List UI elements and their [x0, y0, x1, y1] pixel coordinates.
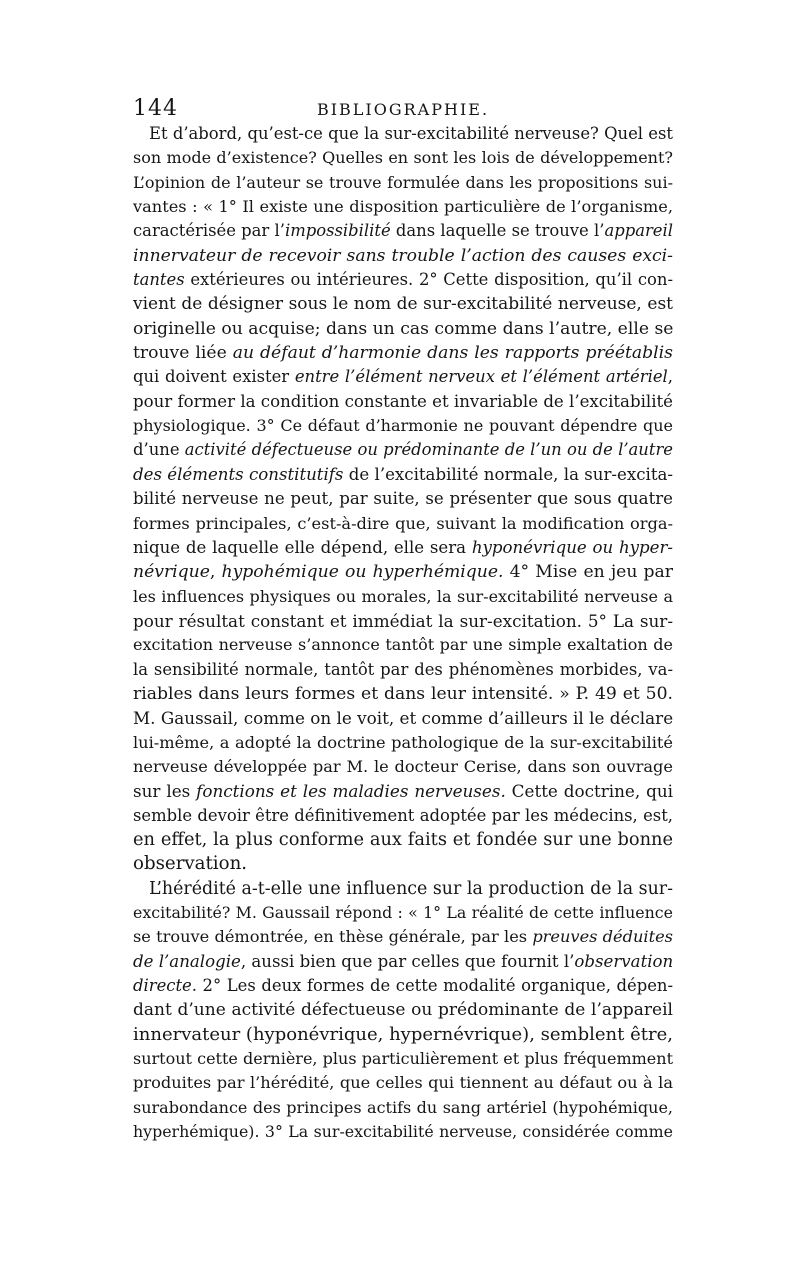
text-line — [133, 731, 673, 755]
text-line — [133, 414, 673, 438]
text-line — [133, 438, 673, 462]
text-line — [133, 633, 673, 657]
text-line — [133, 560, 673, 584]
text-run: surtout cette dernière, plus particulièrement et plus fréquemment — [133, 1049, 673, 1069]
text-run: pour former la condition constante et invariable de l’excitabilité — [133, 391, 673, 411]
text-line — [133, 463, 673, 487]
text-run: excitation nerveuse s’annonce tantôt par une simple exaltation de — [133, 635, 673, 655]
text-run: dant d’une activité défectueuse ou prédominante de l’appareil — [133, 1000, 673, 1021]
text-run: nerveuse développée par M. le docteur Cerise, dans son ouvrage — [133, 756, 673, 776]
text-line — [133, 268, 673, 292]
italic-text: de l’analogie — [133, 951, 241, 971]
text-line — [133, 658, 673, 682]
text-line — [133, 341, 673, 365]
text-line — [133, 1023, 673, 1047]
italic-text: au défaut d’harmonie dans les rapports préétablis — [232, 343, 673, 364]
italic-text: névrique — [133, 562, 210, 583]
text-run: , — [209, 562, 222, 583]
text-line — [133, 706, 673, 730]
text-line — [133, 146, 673, 170]
text-run: L’opinion de l’auteur se trouve formulée dans les propositions sui- — [133, 172, 673, 192]
italic-text: des éléments constitutifs — [133, 464, 344, 484]
text-run: en effet, la plus conforme aux faits et fondée sur une bonne — [133, 828, 673, 850]
italic-text: hyponévrique ou hyper- — [471, 537, 673, 557]
italic-text: activité défectueuse ou prédominante de l’un ou de l’autre — [184, 440, 673, 460]
text-line — [133, 585, 673, 609]
text-line — [133, 1096, 673, 1120]
text-run: extérieures ou intérieures. 2° Cette disposition, qu’il con- — [184, 270, 673, 290]
text-run: bilité nerveuse ne peut, par suite, se présenter que sous quatre — [133, 489, 673, 509]
text-line — [133, 901, 673, 925]
text-run: dans laquelle se trouve l’ — [390, 221, 605, 241]
text-line — [133, 244, 673, 268]
italic-text: appareil — [604, 221, 673, 241]
text-run: vantes : « 1° Il existe une disposition particulière de l’organisme, — [133, 197, 673, 217]
text-run: se trouve démontrée, en thèse générale, par les — [133, 927, 533, 947]
text-line — [133, 682, 673, 706]
text-line — [133, 390, 673, 414]
text-run: sur les — [133, 781, 197, 802]
text-line — [133, 609, 673, 633]
italic-text: entre l’élément nerveux et l’élément artériel — [294, 367, 668, 387]
text-line — [133, 317, 673, 341]
italic-text: hypohémique ou hyperhémique. — [221, 562, 504, 583]
text-line — [133, 536, 673, 560]
text-run: innervateur (hyponévrique, hypernévrique), semblent être, — [133, 1023, 673, 1045]
italic-text: innervateur de recevoir sans trouble l’action des causes exci- — [133, 245, 673, 266]
text-line — [133, 1047, 673, 1071]
text-line — [133, 877, 673, 901]
running-title: BIBLIOGRAPHIE. — [316, 100, 490, 119]
text-line — [133, 219, 673, 243]
text-run: Et d’abord, qu’est-ce que la sur-excitabilité nerveuse? Quel est — [149, 124, 673, 143]
text-line — [133, 998, 673, 1022]
text-run: d’une — [133, 440, 185, 460]
text-run: observation. — [133, 853, 248, 875]
text-line — [133, 779, 673, 803]
text-run: , — [667, 367, 673, 387]
text-line — [133, 828, 673, 852]
italic-text: tantes — [133, 270, 185, 290]
text-line — [133, 365, 673, 389]
text-run: la sensibilité normale, tantôt par des phénomènes morbides, va- — [133, 659, 673, 679]
text-line — [133, 171, 673, 195]
italic-text: observation — [574, 951, 674, 971]
text-run: de l’excitabilité normale, la sur-excita- — [343, 464, 673, 484]
text-run: trouve liée — [133, 343, 233, 364]
text-line — [133, 512, 673, 536]
text-line — [133, 487, 673, 511]
text-run: surabondance des principes actifs du sang artériel (hypohémique, — [133, 1097, 673, 1117]
body-text — [133, 122, 673, 1144]
text-line — [133, 852, 673, 876]
text-run: qui doivent exister — [133, 367, 295, 387]
text-run: lui-même, a adopté la doctrine pathologique de la sur-excitabilité — [133, 732, 673, 752]
running-head — [133, 96, 673, 122]
text-run: , aussi bien que par celles que fournit l’ — [240, 951, 575, 971]
text-run: physiologique. 3° Ce défaut d’harmonie ne pouvant dépendre que — [133, 416, 673, 436]
text-run: 2° Les deux formes de cette modalité organique, dépen- — [196, 976, 673, 996]
text-run: originelle ou acquise; dans un cas comme dans l’autre, elle se — [133, 318, 674, 339]
text-run: M. Gaussail, comme on le voit, et comme d’ailleurs il le déclare — [133, 708, 674, 729]
text-run: hyperhémique). 3° La sur-excitabilité nerveuse, considérée comme — [133, 1122, 673, 1142]
text-run: caractérisée par l’ — [133, 221, 285, 241]
text-line — [133, 1120, 673, 1144]
text-run: riables dans leurs formes et dans leur intensité. » P. 49 et 50. — [133, 683, 673, 704]
text-line — [133, 755, 673, 779]
text-line — [133, 925, 673, 949]
italic-text: fonctions et les maladies nerveuses. — [196, 781, 506, 802]
text-line — [133, 195, 673, 219]
text-run: Cette doctrine, qui — [505, 781, 673, 802]
italic-text: directe. — [133, 976, 197, 996]
text-line — [133, 1071, 673, 1095]
italic-text: preuves déduites — [532, 927, 673, 947]
text-run: semble devoir être définitivement adoptée par les médecins, est, — [133, 805, 673, 825]
text-run: vient de désigner sous le nom de sur-excitabilité nerveuse, est — [133, 294, 673, 315]
text-line — [133, 950, 673, 974]
text-line — [133, 804, 673, 828]
page-number: 144 — [133, 96, 178, 121]
text-run: excitabilité? M. Gaussail répond : « 1° La réalité de cette influence — [133, 903, 673, 922]
text-run: nique de laquelle elle dépend, elle sera — [133, 537, 472, 557]
text-run: produites par l’hérédité, que celles qui tiennent au défaut ou à la — [133, 1073, 673, 1093]
italic-text: impossibilité — [284, 221, 391, 241]
text-run: son mode d’existence? Quelles en sont les lois de développement? — [133, 148, 673, 168]
text-line — [133, 974, 673, 998]
text-line — [133, 292, 673, 316]
text-run: les influences physiques ou morales, la sur-excitabilité nerveuse a — [133, 586, 673, 606]
text-run: L’hérédité a-t-elle une influence sur la production de la sur- — [149, 878, 673, 899]
text-run: formes principales, c’est-à-dire que, suivant la modification orga- — [133, 513, 673, 533]
text-run: pour résultat constant et immédiat la sur-excitation. 5° La sur- — [133, 610, 673, 631]
text-run: 4° Mise en jeu par — [503, 562, 673, 583]
text-line — [133, 122, 673, 146]
